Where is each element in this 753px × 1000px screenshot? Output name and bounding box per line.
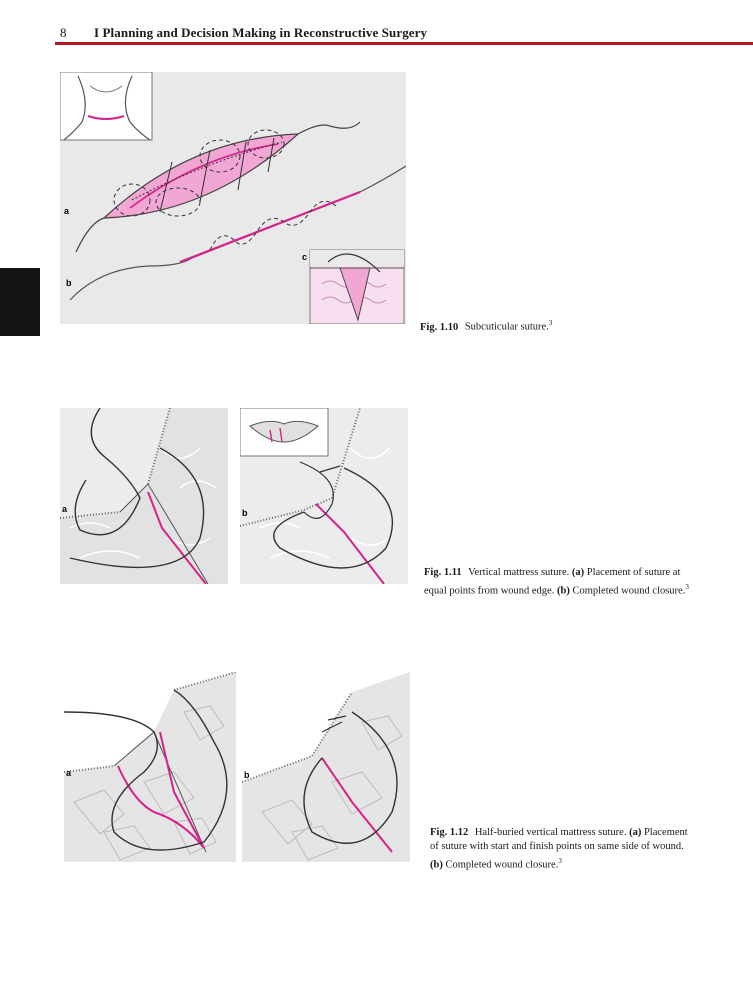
figure-1-11a-illustration — [60, 408, 228, 584]
caption-a-text: Placement of suture with start and finish points on same side of wound. — [430, 827, 688, 852]
panel-label-a: a — [66, 768, 72, 778]
panel-label-b: b — [244, 770, 250, 780]
neck-inset — [60, 72, 152, 140]
panel-label-b: b — [242, 508, 248, 518]
panel-c-inset — [310, 250, 404, 324]
caption-part1: Half-buried vertical mattress suture. — [474, 827, 627, 838]
figure-1-12a-illustration — [64, 672, 236, 862]
caption-fig-1-11 — [424, 566, 694, 599]
panel-label-c: c — [302, 252, 308, 262]
chapter-thumb-tab — [0, 268, 40, 336]
caption-ref: 3 — [558, 857, 562, 865]
figure-1-10-illustration — [60, 72, 406, 324]
caption-ref: 3 — [548, 319, 553, 327]
caption-a-label: (a) — [571, 567, 585, 578]
caption-text: Subcuticular suture. — [464, 321, 549, 333]
caption-b-label: (b) — [430, 859, 443, 871]
figure-1-11b-illustration — [240, 408, 408, 584]
caption-number: Fig. 1.12 — [430, 827, 469, 838]
header-rule — [55, 42, 753, 45]
caption-fig-1-12 — [430, 826, 698, 873]
figure-1-12b-illustration — [242, 672, 410, 862]
caption-number: Fig. 1.11 — [424, 567, 462, 578]
caption-number: Fig. 1.10 — [420, 321, 459, 333]
running-title: I Planning and Decision Making in Reconstructive Surgery — [94, 25, 428, 40]
caption-fig-1-10 — [420, 316, 720, 335]
panel-label-a: a — [62, 504, 68, 514]
caption-ref: 3 — [685, 583, 689, 591]
caption-a-text: Placement of suture at equal points from wound edge. — [424, 567, 681, 597]
panel-label-a: a — [64, 206, 70, 216]
caption-a-label: (a) — [629, 827, 642, 838]
caption-b-text: Completed wound closure. — [572, 585, 686, 597]
caption-b-label: (b) — [556, 585, 570, 597]
caption-b-text: Completed wound closure. — [445, 859, 559, 871]
panel-label-b: b — [66, 278, 72, 288]
page-number: 8 — [60, 25, 67, 40]
caption-part1: Vertical mattress suture. — [468, 567, 570, 578]
